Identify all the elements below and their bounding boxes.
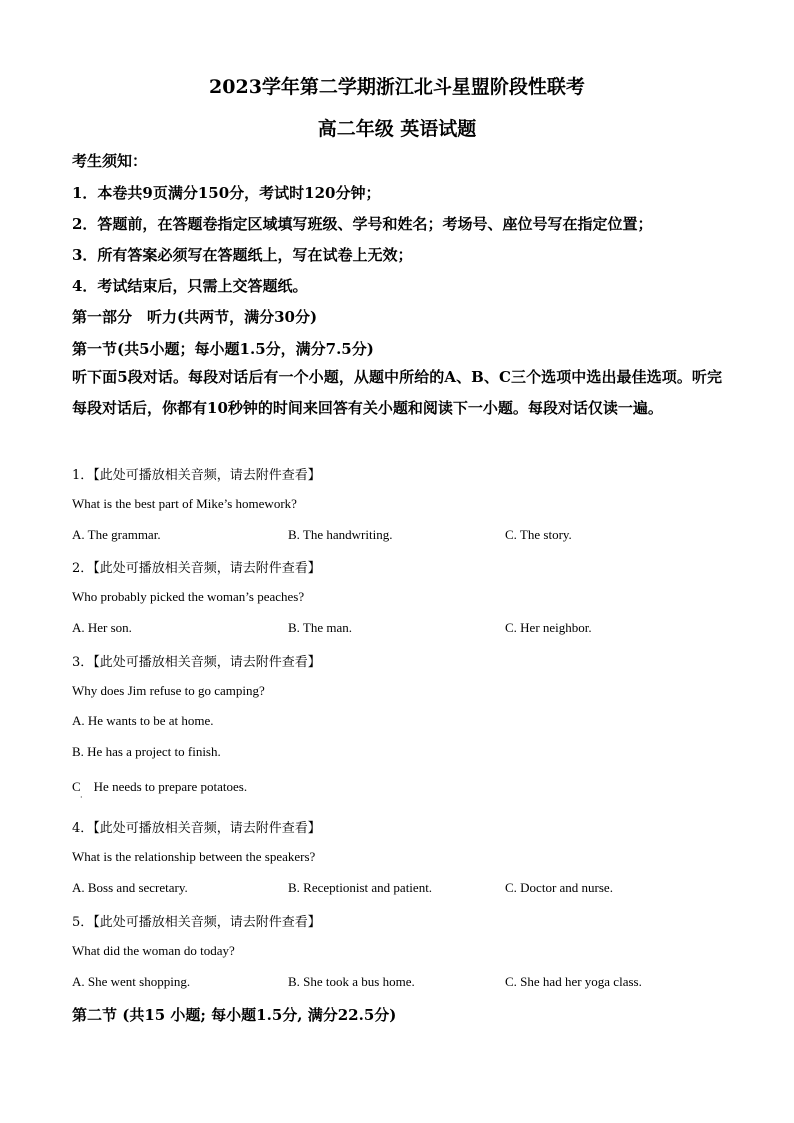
question-1-text: What is the best part of Mike’s homework?: [72, 496, 297, 511]
audio-placeholder-1[interactable]: 1．【此处可播放相关音频，请去附件查看】: [72, 468, 321, 483]
part1-heading: 第一部分 听力(共两节，满分30分): [72, 308, 318, 326]
q1-option-c: C. The story.: [505, 527, 572, 542]
q5-option-a: A. She went shopping.: [72, 974, 191, 989]
stray-dot: ·: [80, 793, 83, 802]
q5-option-b: B. She took a bus home.: [288, 974, 415, 989]
question-4-text: What is the relationship between the speakers?: [72, 849, 316, 864]
audio-placeholder-2[interactable]: 2．【此处可播放相关音频，请去附件查看】: [72, 561, 321, 576]
audio-placeholder-3[interactable]: 3．【此处可播放相关音频，请去附件查看】: [72, 655, 321, 670]
question-2-text: Who probably picked the woman’s peaches?: [72, 589, 305, 604]
exam-title: 2023学年第二学期浙江北斗星盟阶段性联考: [209, 76, 585, 98]
audio-placeholder-5[interactable]: 5．【此处可播放相关音频，请去附件查看】: [72, 915, 321, 930]
notice-item-2: 2．答题前，在答题卷指定区域填写班级、学号和姓名；考场号、座位号写在指定位置；: [72, 215, 653, 233]
section1-heading: 第一节(共5小题；每小题1.5分，满分7.5分): [72, 340, 374, 358]
question-3-text: Why does Jim refuse to go camping?: [72, 683, 265, 698]
notice-item-3: 3．所有答案必须写在答题纸上，写在试卷上无效；: [72, 246, 413, 264]
q5-option-c: C. She had her yoga class.: [505, 974, 642, 989]
q1-option-a: A. The grammar.: [72, 527, 161, 542]
q2-option-c: C. Her neighbor.: [505, 620, 592, 635]
question-5-text: What did the woman do today?: [72, 943, 235, 958]
q4-option-a: A. Boss and secretary.: [72, 880, 188, 895]
notice-item-4: 4．考试结束后，只需上交答题纸。: [72, 277, 308, 295]
notice-item-1: 1．本卷共9页满分150分，考试时120分钟；: [72, 184, 381, 202]
section2-heading: 第二节 (共15 小题; 每小题1.5分, 满分22.5分): [72, 1006, 397, 1024]
q3-option-b: B. He has a project to finish.: [72, 744, 221, 759]
audio-placeholder-4[interactable]: 4．【此处可播放相关音频，请去附件查看】: [72, 821, 321, 836]
q4-option-b: B. Receptionist and patient.: [288, 880, 433, 895]
notice-heading: 考生须知：: [72, 152, 148, 170]
section1-instructions: 听下面5段对话。每段对话后有一个小题，从题中所给的A、B、C三个选项中选出最佳选项。听完每段对话后，你都有10秒钟的时间来回答有关小题和阅读下一小题。每段对话仅读一遍。: [72, 368, 722, 417]
q4-option-c: C. Doctor and nurse.: [505, 880, 613, 895]
q2-option-a: A. Her son.: [72, 620, 132, 635]
q2-option-b: B. The man.: [288, 620, 353, 635]
q1-option-b: B. The handwriting.: [288, 527, 393, 542]
q3-option-a: A. He wants to be at home.: [72, 713, 214, 728]
exam-subtitle: 高二年级 英语试题: [317, 118, 477, 140]
q3-option-c: C He needs to prepare potatoes.: [72, 779, 248, 794]
